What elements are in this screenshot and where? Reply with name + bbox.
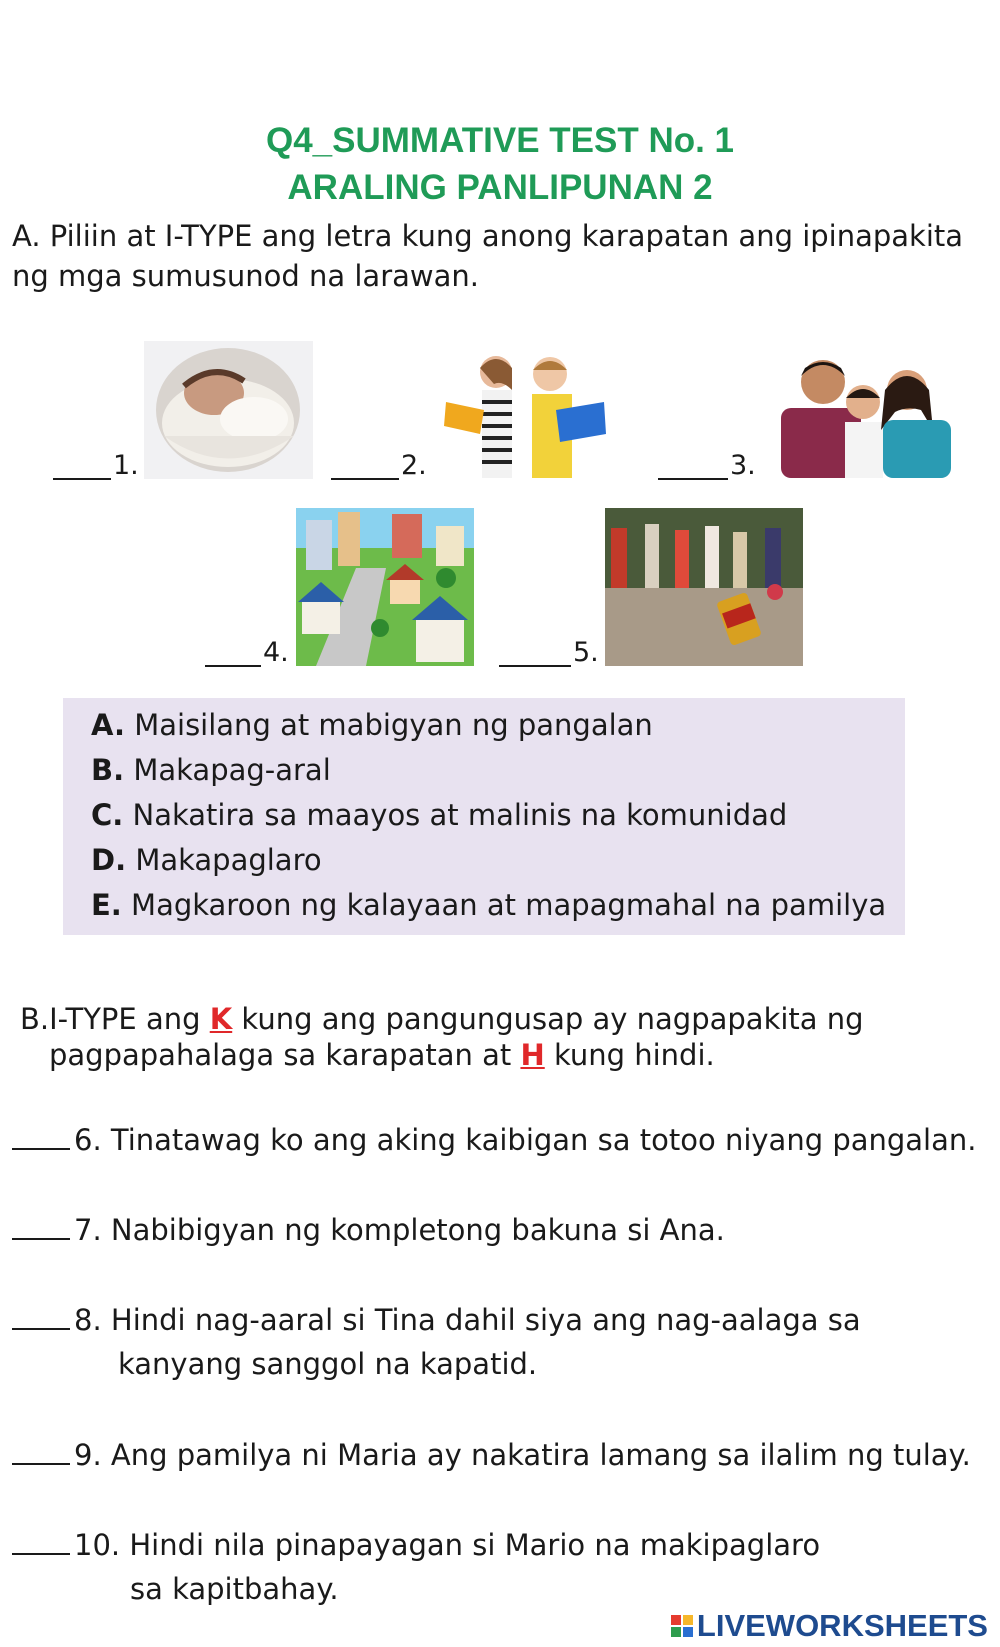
choice-d-text: Makapaglaro bbox=[135, 843, 322, 877]
choice-a-text: Maisilang at mabigyan ng pangalan bbox=[134, 708, 653, 742]
question-9-text: 9. Ang pamilya ni Maria ay nakatira lamang sa ilalim ng tulay. bbox=[74, 1438, 971, 1472]
section-b-line1-a: I-TYPE ang bbox=[49, 1002, 210, 1036]
question-10-line2: sa kapitbahay. bbox=[130, 1572, 339, 1606]
question-10-text: 10. Hindi nila pinapayagan si Mario na makipaglaro bbox=[74, 1528, 821, 1562]
question-8 bbox=[12, 1300, 861, 1340]
answer-blank-6[interactable] bbox=[12, 1148, 70, 1150]
liveworksheets-logo-text: LIVEWORKSHEETS bbox=[696, 1608, 988, 1643]
question-9 bbox=[12, 1435, 971, 1475]
question-6-text: 6. Tinatawag ko ang aking kaibigan sa totoo niyang pangalan. bbox=[74, 1123, 977, 1157]
item-number-4: 4. bbox=[263, 637, 289, 668]
question-8-text: 8. Hindi nag-aaral si Tina dahil siya ang nag-aalaga sa bbox=[74, 1303, 861, 1337]
section-a-instruction-line2: ng mga sumusunod na larawan. bbox=[12, 259, 479, 293]
section-b-line1-b: kung ang pangungusap ay nagpapakita ng bbox=[232, 1002, 864, 1036]
choice-a bbox=[91, 708, 653, 742]
children-reading-image bbox=[436, 350, 616, 478]
choice-c-text: Nakatira sa maayos at malinis na komunidad bbox=[132, 798, 788, 832]
choice-a-letter: A. bbox=[91, 708, 125, 742]
section-b-prefix: B. bbox=[20, 1002, 50, 1036]
answer-blank-5[interactable] bbox=[499, 665, 571, 667]
answer-blank-1[interactable] bbox=[53, 478, 111, 480]
item-number-5: 5. bbox=[573, 637, 599, 668]
choice-b-text: Makapag-aral bbox=[133, 753, 331, 787]
answer-blank-3[interactable] bbox=[658, 478, 728, 480]
item-number-3: 3. bbox=[730, 450, 756, 481]
happy-family-image bbox=[771, 350, 953, 478]
section-b-line2-b: kung hindi. bbox=[544, 1038, 715, 1072]
question-10 bbox=[12, 1525, 820, 1565]
choice-e-letter: E. bbox=[91, 888, 122, 922]
section-b-instruction-line2 bbox=[49, 1035, 715, 1075]
answer-blank-10[interactable] bbox=[12, 1553, 70, 1555]
choice-e-text: Magkaroon ng kalayaan at mapagmahal na pamilya bbox=[131, 888, 887, 922]
answer-blank-8[interactable] bbox=[12, 1328, 70, 1330]
page-title: Q4_SUMMATIVE TEST No. 1 bbox=[265, 121, 735, 160]
clean-community-image bbox=[296, 508, 474, 666]
choices-box bbox=[63, 698, 905, 935]
section-b-instruction-line1 bbox=[20, 999, 864, 1039]
children-playing-image bbox=[605, 508, 803, 666]
liveworksheets-logo bbox=[671, 1608, 988, 1644]
question-6 bbox=[12, 1120, 976, 1160]
choice-d-letter: D. bbox=[91, 843, 127, 877]
liveworksheets-logo-icon bbox=[671, 1615, 693, 1637]
question-7 bbox=[12, 1210, 725, 1250]
page-subtitle: ARALING PANLIPUNAN 2 bbox=[287, 168, 713, 207]
key-h: H bbox=[520, 1038, 545, 1072]
key-k: K bbox=[209, 1002, 233, 1036]
section-a-instruction-line1: A. Piliin at I-TYPE ang letra kung anong karapatan ang ipinapakita bbox=[12, 219, 964, 253]
answer-blank-2[interactable] bbox=[331, 478, 399, 480]
choice-b bbox=[91, 753, 331, 787]
choice-c bbox=[91, 798, 787, 832]
question-8-line2: kanyang sanggol na kapatid. bbox=[118, 1347, 538, 1381]
choice-e bbox=[91, 888, 886, 922]
answer-blank-4[interactable] bbox=[205, 665, 261, 667]
answer-blank-7[interactable] bbox=[12, 1238, 70, 1240]
answer-blank-9[interactable] bbox=[12, 1463, 70, 1465]
item-number-2: 2. bbox=[401, 450, 427, 481]
sleeping-baby-image bbox=[144, 341, 313, 479]
choice-d bbox=[91, 843, 322, 877]
item-number-1: 1. bbox=[113, 450, 139, 481]
choice-c-letter: C. bbox=[91, 798, 124, 832]
section-b-line2-a: pagpapahalaga sa karapatan at bbox=[49, 1038, 521, 1072]
question-7-text: 7. Nabibigyan ng kompletong bakuna si Ana. bbox=[74, 1213, 725, 1247]
choice-b-letter: B. bbox=[91, 753, 125, 787]
